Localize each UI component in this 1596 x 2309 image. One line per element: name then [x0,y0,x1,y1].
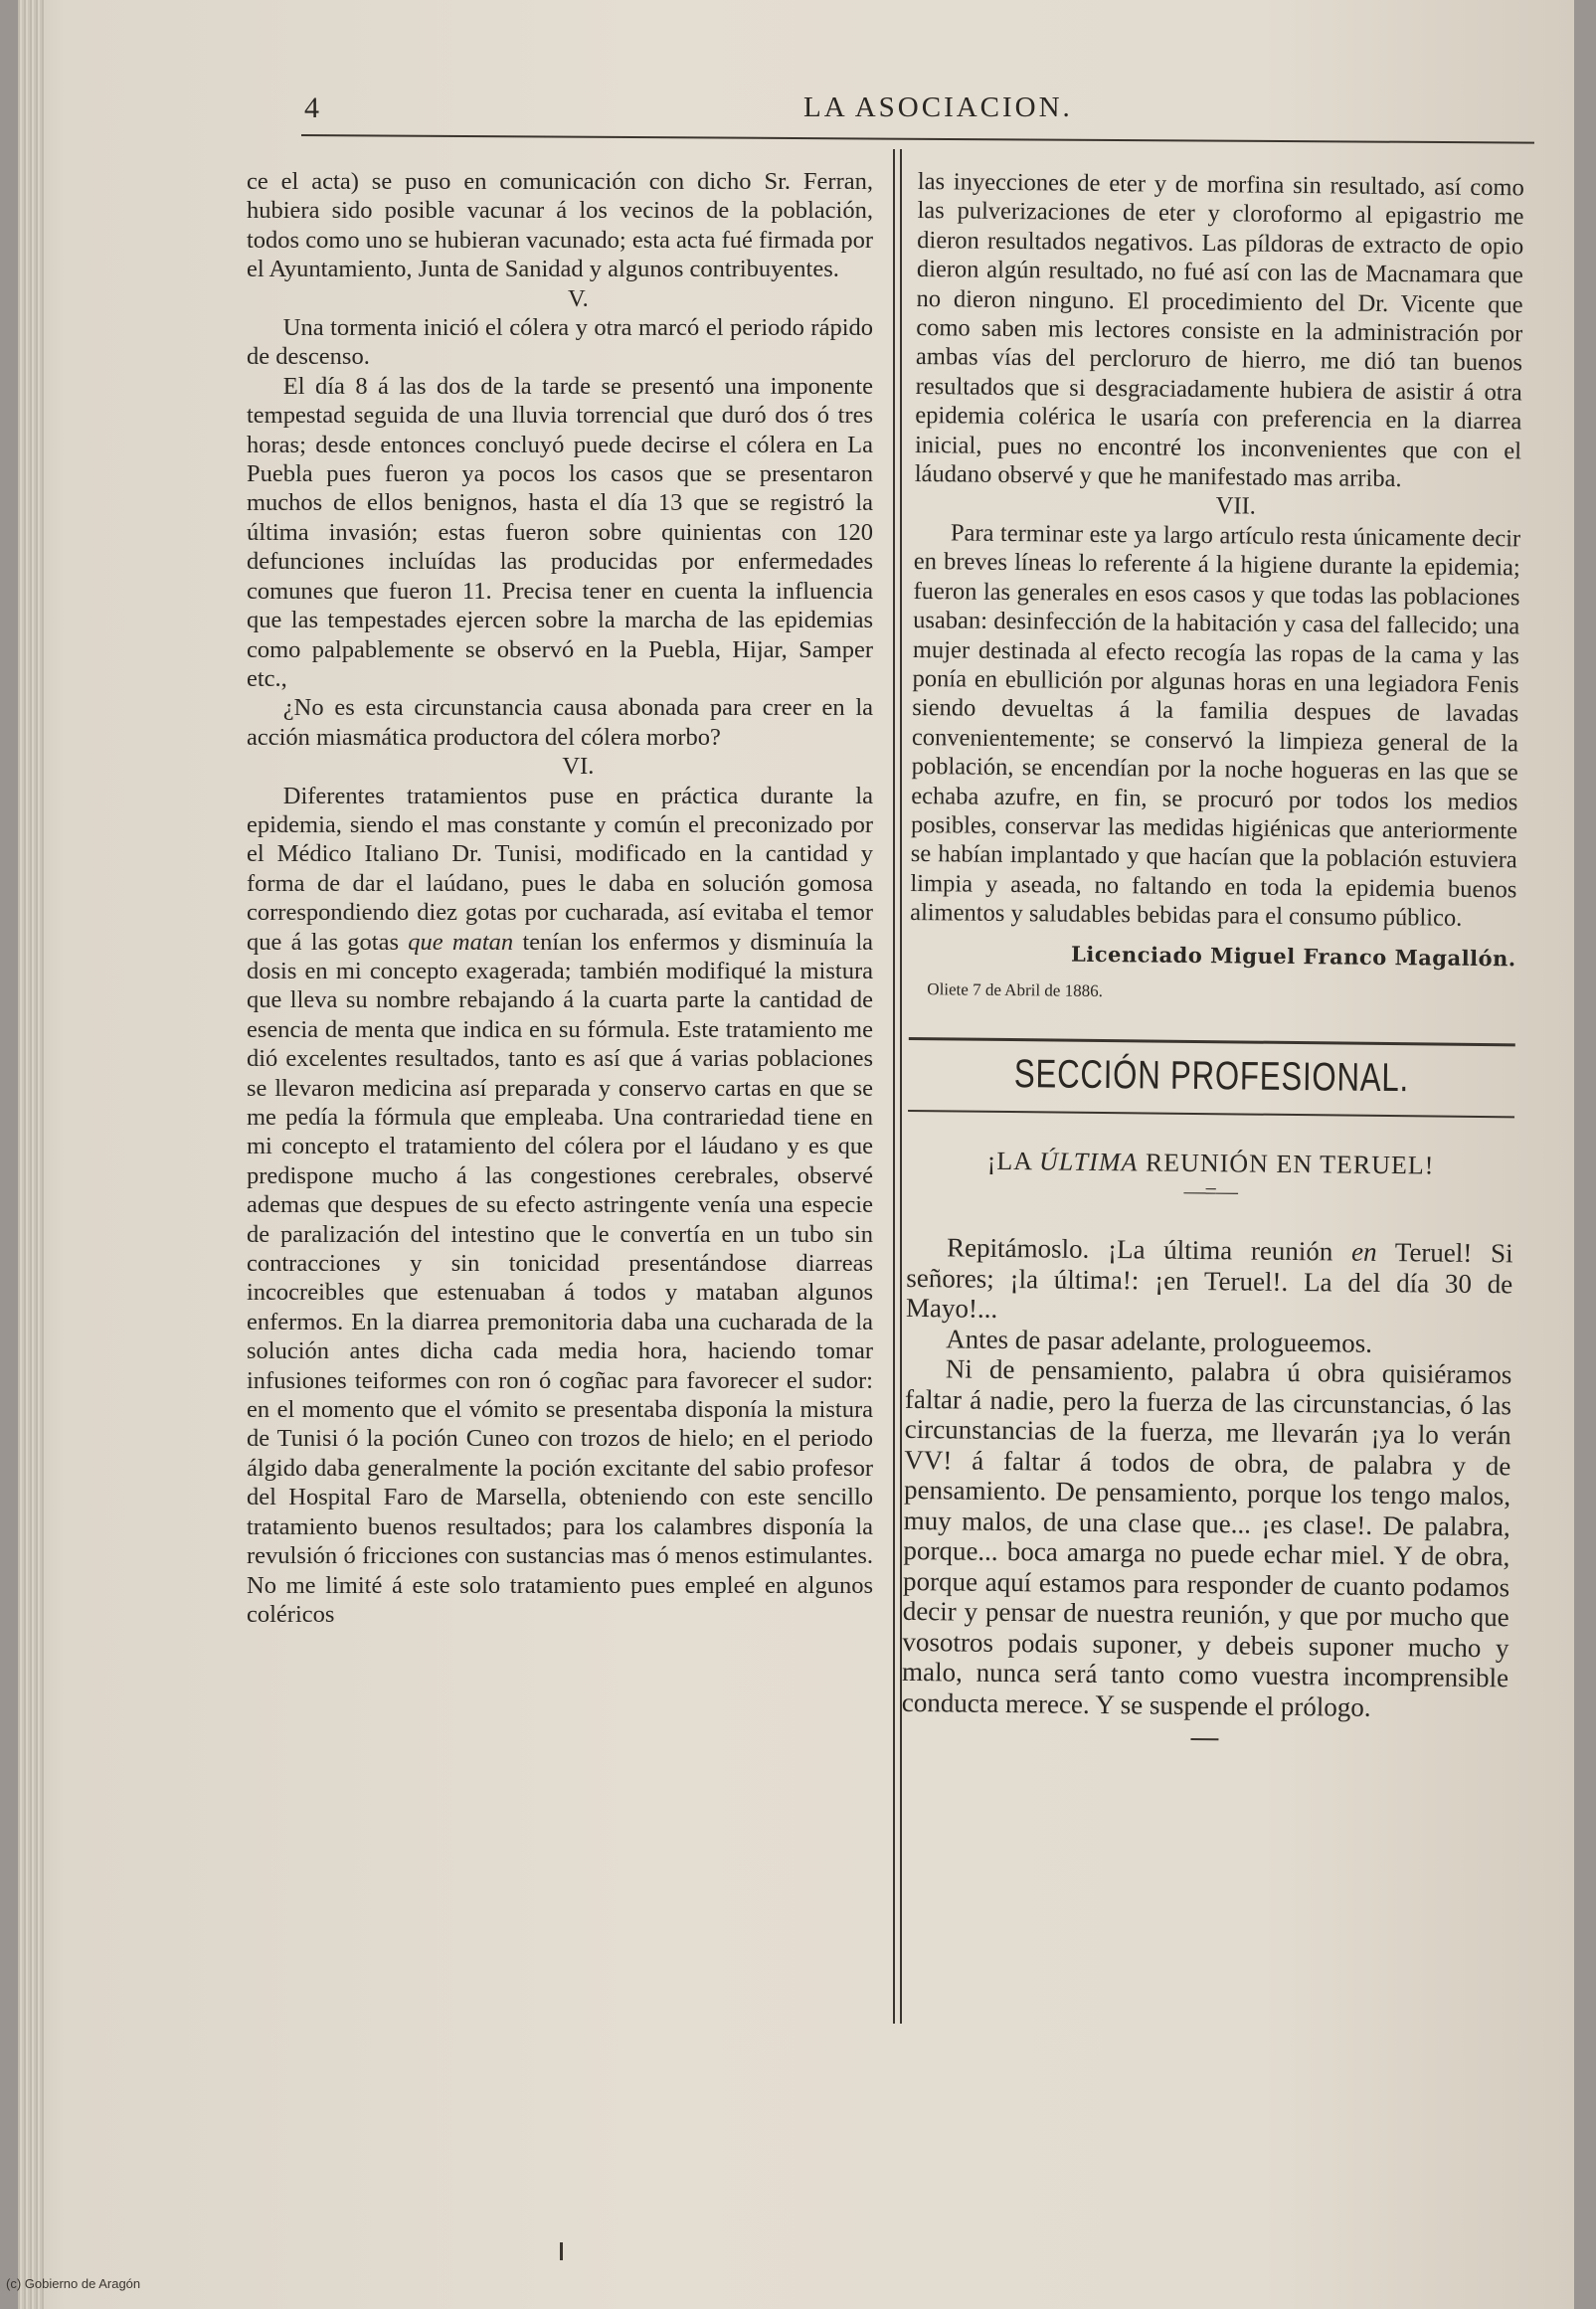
paragraph: Antes de pasar adelante, prologueemos. [946,1324,1373,1358]
dateline: Oliete 7 de Abril de 1886. [927,979,1104,1000]
text-run: tenían los enfermos y disminuía la dosis en mi concepto exagerada; también modifiqué la mistura que lleva su nombre rebajando á la cuarta parte la cantidad de esencia de menta que indica en su fórmula. Este tratamiento me dió excelentes resultados, tanto es así que á varias poblaciones se llevaron medicina así preparada y conservo cartas en que se me pedía la fórmula que empleaba. Una contrariedad tiene en mi concepto el tratamiento del cólera por el láudano y es que predispone mucho á las congestiones cerebrales, observé ademas que despues de su efecto astringente venía una especie de paralización del intestino que le convertía en un tubo sin contracciones y sin tonicidad presentándose diarreas incocreibles que estenuaban á todos y mataban algunos enfermos. En la diarrea premonitoria daba una cucharada de la solución antes dicha cada media hora, haciendo tomar infusiones teiformes con ron ó cogñac para favorecer el sudor: en el momento que el vómito se presentaba disponía la mistura de Tunisi ó la poción Cuneo con trozos de hielo; en el periodo álgido daba generalmente la poción excitante del sabio profesor del Hospital Faro de Marsella, obteniendo con este sencillo tratamiento buenos resultados; para los calambres disponía la revulsión ó fricciones con sustancias mas ó menos estimulantes. No me limité á este solo tratamiento pues empleé en algunos coléricos [247,928,874,1628]
text-run: Diferentes tratamientos puse en práctica durante la epidemia, siendo el mas constante y común el preconizado por el Médico Italiano Dr. Tunisi, modificado en la cantidad y forma de dar el laúdano, pues le daba en solución gomosa correspondiendo diez gotas por cucharada, así evitaba el temor que á las gotas [247,782,873,956]
paragraph: El día 8 á las dos de la tarde se presentó una imponente tempestad seguida de una lluvia torrencial que duró dos ó tres horas; desde entonces concluyó puede decirse el cólera en La Puebla pues fueron ya pocos los casos que se presentaron muchos de ellos benignos, hasta el día 13 que se registró la última invasión; estas fueron sobre quinientas con 120 defunciones incluídas las producidas por enfermedades comunes que fueron 11. Precisa tener en cuenta la influencia que las tempestades ejercen sobre la marcha de las epidemias como palpablemente se observó en la Puebla, Hijar, Samper etc., [247,372,873,692]
paragraph: Ni de pensamiento, palabra ú obra quisiéramos faltar á nadie, pero la fuerza de las circunstancias, ó las circunstancias de la fuerza, me llevarán ¡ya lo verán VV! á faltar á todos de obra, de palabra y de pensamiento. De pensamiento, porque los tengo malos, muy malos, de una clase que... ¡es clase!. De palabra, porque... boca amarga no puede echar miel. Y de obra, porque aquí estamos para responder de cuanto podamos decir y pensar de nuestra reunión, y que por mucho que vosotros podais suponer, y debeis suponer mucho y malo, nunca será tanto como vuestra incomprensible conducta merece. Y se suspende el prólogo. [901,1353,1512,1722]
end-dash [1190,1738,1218,1740]
section-heading-vii: VII. [1215,492,1257,521]
paragraph: ¿No es esta circunstancia causa abonada para creer en la acción miasmática productora del cólera morbo? [247,694,873,751]
scanned-page [18,0,1574,2309]
italic-text: ÚLTIMA [1038,1147,1139,1177]
section-heading-v: V. [568,284,589,312]
paragraph: Para terminar este ya largo artículo resta únicamente decir en breves líneas lo referente á la higiene durante la epidemia; fueron las generales en esos casos y que todas las poblaciones usaban: desinfección de la habitación y casa del fallecido; una mujer destinada al efecto recogía las ropas de la cama y las ponía en ebullición por algunas horas en una legiadora Fenis siendo devueltas á la familia despues de lavadas convenientemente; se conservó la limpieza general de la población, se encendían por la noche hogueras en las que se echaba azufre, en fin, se procuró por todos los medios posibles, conservar las medidas higiénicas que anteriormente se habían implantado y que hacían que la población estuviera limpia y aseada, no faltando en toda la epidemia buenos alimentos y saludables bebidas para el consumo público. [910,519,1521,932]
article-body [902,1232,1513,1723]
paragraph: ce el acta) se puso en comunicación con dicho Sr. Ferran, hubiera sido posible vacunar á los vecinos de la población, todos como uno se hubieran vacunado; esta acta fué firmada por el Ayuntamiento, Junta de Sanidad y algunos contribuyentes. [247,168,873,283]
text-run: REUNIÓN EN TERUEL! [1138,1148,1435,1180]
ink-mark [560,2242,563,2260]
paragraph: Una tormenta inició el cólera y otra marcó el periodo rápido de descenso. [247,314,873,371]
section-title: SECCIÓN PROFESIONAL. [1013,1052,1410,1101]
author-signature: Licenciado Miguel Franco Magallón. [1070,941,1516,971]
page-edge [18,0,44,2309]
right-column [901,167,1524,1743]
paragraph [247,782,873,1630]
page-header [286,91,1519,131]
column-divider [893,149,902,2024]
paragraph: las inyecciones de eter y de morfina sin resultado, así como las pulverizaciones de eter y cloroformo al epigastrio me dieron resultados negativos. Las píldoras de extracto de opio dieron algún resultado, no fué así con las de Macnamara que no dieron ninguno. El procedimiento del Dr. Vicente que como saben mis lectores consiste en la administración por ambas vías del percloruro de hierro, me dió tan buenos resultados que si desgraciadamente hubiera de asistir á otra epidemia colérica le usaría con preferencia en la diarrea inicial, pues no encontré los inconvenientes que con el láudano observé y que he manifestado mas arriba. [914,167,1524,493]
text-run: Repitámoslo. ¡La última reunión [946,1232,1352,1267]
title-ornament: —=— [1183,1177,1238,1204]
text-run: Teruel! Si señores; ¡la última!: ¡en Teruel!. La del día 30 de Mayo!... [905,1237,1513,1325]
section-rule-bottom [908,1110,1514,1118]
header-rule [301,134,1534,144]
section-rule-top [909,1037,1515,1046]
paragraph [906,1232,1513,1330]
italic-text: en [1350,1236,1377,1268]
copyright-credit: (c) Gobierno de Aragón [6,2276,141,2291]
text-run: ¡LA [986,1147,1040,1176]
italic-text: que matan [408,928,514,956]
left-column [247,167,873,1629]
page-number: 4 [304,91,320,124]
section-heading-vi: VI. [562,753,595,781]
running-title: LA ASOCIACION. [803,91,1073,123]
